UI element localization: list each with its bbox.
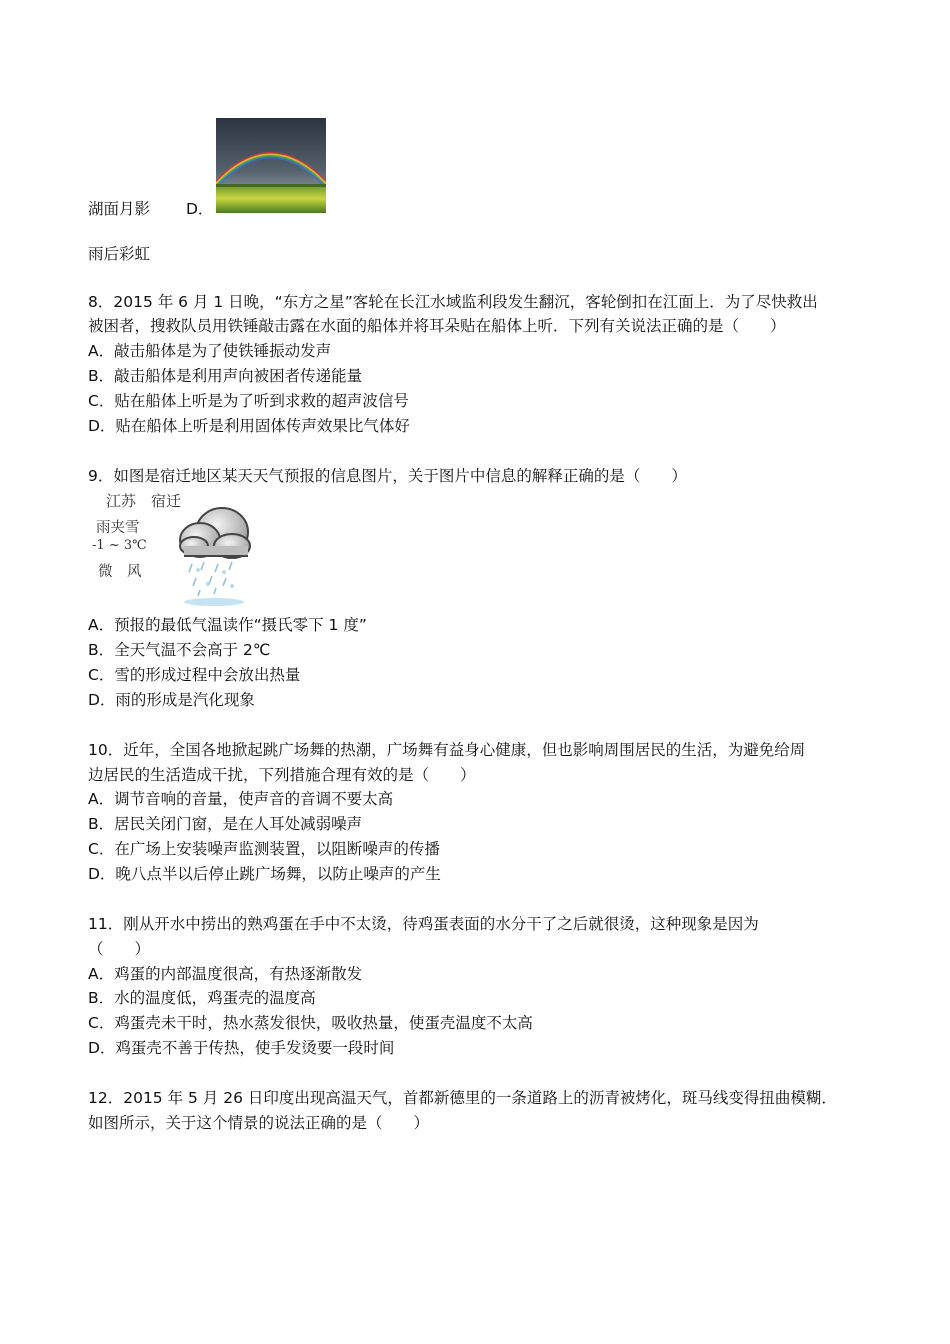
option-c-caption: 湖面月影: [88, 200, 151, 218]
q8-option-a: A．敲击船体是为了使铁锤振动发声: [88, 342, 332, 360]
q9-option-a: A．预报的最低气温读作“摄氏零下 1 度”: [88, 616, 367, 634]
option-d-label: D．: [186, 200, 214, 218]
weather-type: 雨夹雪: [96, 520, 140, 536]
q12-stem-line2: 如图所示，关于这个情景的说法正确的是（ ）: [88, 1114, 430, 1132]
q8-stem-line2: 被困者，搜救队员用铁锤敲击露在水面的船体并将耳朵贴在船体上听．下列有关说法正确的是（ ）: [88, 317, 786, 335]
q10-option-b: B．居民关闭门窗，是在人耳处减弱噪声: [88, 815, 363, 833]
q8-option-c: C．贴在船体上听是为了听到求救的超声波信号: [88, 392, 409, 410]
q11-option-b: B．水的温度低，鸡蛋壳的温度高: [88, 989, 316, 1007]
option-d-caption: 雨后彩虹: [88, 245, 151, 263]
q10-option-a: A．调节音响的音量，使声音的音调不要太高: [88, 790, 394, 808]
q9-option-c: C．雪的形成过程中会放出热量: [88, 666, 301, 684]
q11-stem-line1: 11．刚从开水中捞出的熟鸡蛋在手中不太烫，待鸡蛋表面的水分干了之后就很烫，这种现象是因为: [88, 915, 759, 933]
q11-stem-line2: （ ）: [88, 940, 151, 958]
q8-stem-line1: 8．2015 年 6 月 1 日晚，“东方之星”客轮在长江水域监利段发生翻沉，客轮倒扣在江面上．为了尽快救出: [88, 293, 818, 311]
q9-option-b: B．全天气温不会高于 2℃: [88, 641, 271, 659]
q11-option-d: D．鸡蛋壳不善于传热，使手发烫要一段时间: [88, 1039, 395, 1057]
weather-wind: 微 风: [98, 564, 142, 580]
weather-temp: -1 ~ 3℃: [92, 538, 147, 553]
weather-region: 江苏 宿迁: [106, 492, 182, 510]
q8-option-d: D．贴在船体上听是利用固体传声效果比气体好: [88, 417, 410, 435]
q10-stem-line2: 边居民的生活造成干扰，下列措施合理有效的是（ ）: [88, 766, 476, 784]
q10-option-c: C．在广场上安装噪声监测装置，以阻断噪声的传播: [88, 840, 440, 858]
q9-option-d: D．雨的形成是汽化现象: [88, 691, 255, 709]
q11-option-c: C．鸡蛋壳未干时，热水蒸发很快，吸收热量，使蛋壳温度不太高: [88, 1014, 533, 1032]
sleet-cloud-icon: [170, 502, 260, 608]
q12-stem-line1: 12．2015 年 5 月 26 日印度出现高温天气，首都新德里的一条道路上的沥青被烤化，斑马线变得扭曲模糊．: [88, 1089, 837, 1107]
q9-stem: 9．如图是宿迁地区某天天气预报的信息图片，关于图片中信息的解释正确的是（ ）: [88, 467, 687, 485]
q10-option-d: D．晚八点半以后停止跳广场舞，以防止噪声的产生: [88, 865, 441, 883]
q11-option-a: A．鸡蛋的内部温度很高，有热逐渐散发: [88, 965, 363, 983]
q8-option-b: B．敲击船体是利用声向被困者传递能量: [88, 367, 363, 385]
rainbow-photo: [216, 118, 326, 213]
weather-forecast-figure: [88, 488, 260, 610]
q10-stem-line1: 10．近年，全国各地掀起跳广场舞的热潮，广场舞有益身心健康，但也影响周围居民的生活，为避免给周: [88, 741, 806, 759]
